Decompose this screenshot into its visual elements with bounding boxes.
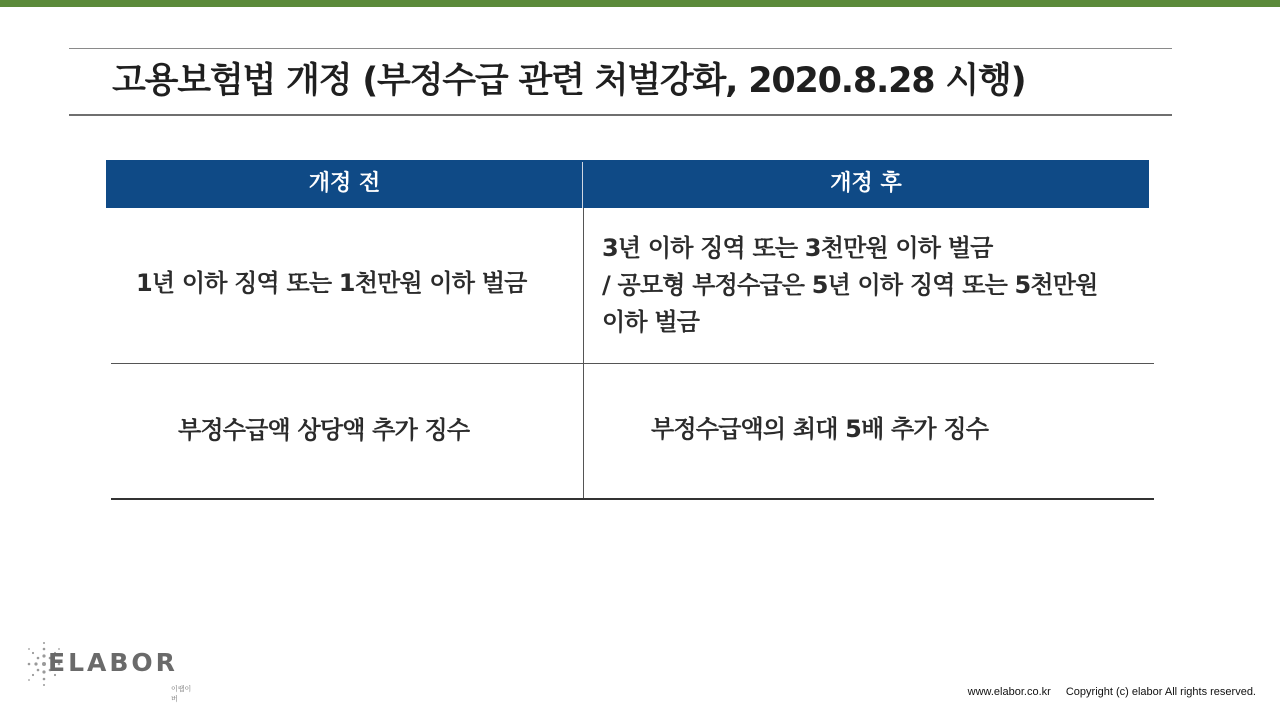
logo-subtext: 이랩이버 — [171, 685, 192, 703]
top-accent-bar — [0, 0, 1280, 7]
row2-before: 부정수급액 상당액 추가 징수 — [178, 416, 470, 444]
title-rule-top — [69, 48, 1172, 49]
header-after: 개정 후 — [830, 171, 902, 196]
header-before: 개정 전 — [308, 171, 381, 196]
row1-after-line2: / 공모형 부정수급은 5년 이하 징역 또는 5천만원 — [602, 271, 1098, 299]
row2-after: 부정수급액의 최대 5배 추가 징수 — [651, 415, 989, 443]
elabor-logo — [24, 640, 194, 703]
table-bottom-rule — [111, 498, 1154, 500]
footer-copyright: Copyright (c) elabor All rights reserved. — [1065, 686, 1256, 698]
title-rule-bottom — [69, 114, 1172, 116]
footer — [968, 686, 1256, 698]
column-divider — [583, 208, 584, 499]
row-divider — [111, 363, 1154, 364]
logo-wordmark: ELABOR — [48, 648, 178, 677]
footer-website: www.elabor.co.kr — [967, 686, 1051, 698]
page-title: 고용보험법 개정 (부정수급 관련 처벌강화, 2020.8.28 시행) — [112, 61, 1026, 101]
row1-after-line3: 이하 벌금 — [602, 308, 700, 336]
row1-after-line1: 3년 이하 징역 또는 3천만원 이하 벌금 — [602, 234, 993, 262]
row1-before: 1년 이하 징역 또는 1천만원 이하 벌금 — [136, 269, 527, 297]
table-header — [106, 160, 1149, 208]
row1-after — [602, 230, 1098, 341]
